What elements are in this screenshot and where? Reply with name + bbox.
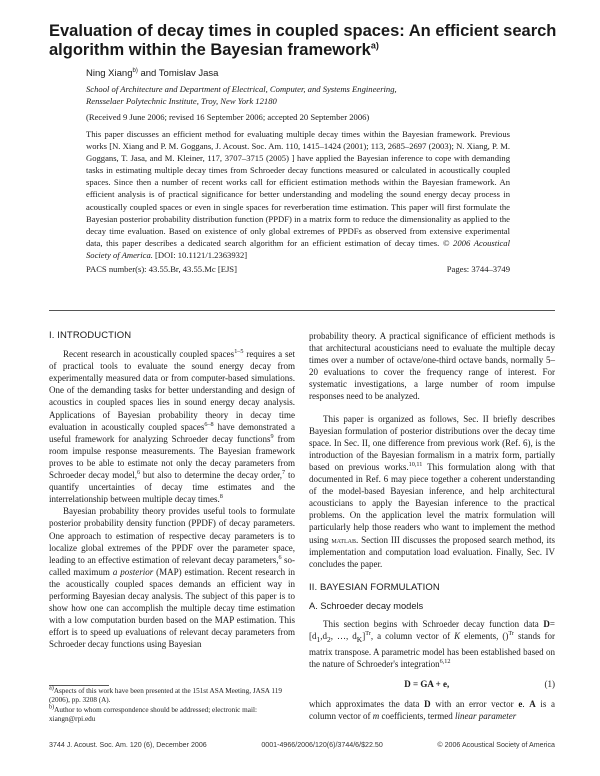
text-span: This section begins with Schroeder decay function data: [323, 618, 544, 629]
text-span: to quantify uncertainties of decay time estimates and the interrelationship between multiple decay times.: [49, 470, 295, 505]
text-span: This paper is organized as follows, Sec. II briefly describes Bayesian formulation of posterior distributions over the decay time space. In Sec. II, one difference from previous work (Ref. 6), is the introduction of the Bayesian formalism in a matrix form, partially based on previous works.: [309, 413, 555, 472]
author-joiner: and: [137, 68, 159, 79]
math-symbol: , …, d: [330, 631, 357, 642]
math-symbol: D: [424, 699, 431, 710]
footnote: [49, 684, 295, 706]
math-symbol: D: [543, 618, 550, 629]
math-symbol: e: [518, 699, 523, 710]
text-span: This formulation along with that documented in Ref. 6 may piece together a coherent understanding of the model-based Bayesian inference, and help architectural acousticians to apply the Bayesian inference to the practical problems. On the application level the matrix formulation will particularly help those readers who want to implement the method using: [309, 461, 555, 545]
text-span: from room impulse response measurements. The Bayesian framework proves to be able to estimate not only the decay parameters from Schroeder decay model,: [49, 433, 295, 481]
section-heading: II. BAYESIAN FORMULATION: [309, 581, 440, 593]
text-span: , a column vector of: [370, 631, 455, 642]
text-span: stands for matrix transpose. A parametric model has been established based on the nature of Schroeder's integration: [309, 631, 556, 670]
math-symbol: K: [454, 631, 461, 642]
footnotes: [49, 684, 295, 725]
affiliation: [86, 83, 506, 107]
affiliation-line: Rensselaer Polytechnic Institute, Troy, New York 12180: [86, 96, 277, 106]
footnote-marker: a): [49, 684, 54, 692]
footnote-text: Author to whom correspondence should be addressed; electronic mail: xiangn@rpi.edu: [49, 705, 257, 724]
citation-ref: 6,12: [439, 658, 451, 666]
text-span: . Section III discusses the proposed search method, its implementation and computation load evaluation. Finally, Sec. IV concludes the paper.: [309, 534, 555, 569]
citation-ref: 6–8: [204, 420, 214, 428]
doi-link[interactable]: [DOI: 10.1121/1.2363932]: [152, 249, 248, 260]
paragraph: [309, 413, 555, 570]
math-symbol: A: [529, 699, 536, 710]
abstract: [86, 128, 510, 261]
equation-number: (1): [544, 679, 555, 690]
math-symbol: ]: [362, 631, 366, 642]
citation-ref: 7: [282, 469, 286, 477]
equation: [309, 678, 555, 690]
pacs-section: [EJS]: [215, 264, 237, 274]
footer-journal: 3744 J. Acoust. Soc. Am. 120 (6), December 2006: [49, 741, 207, 749]
footnote: [49, 703, 295, 725]
math-subscript: 1: [316, 634, 321, 644]
text-span: which approximates the data: [309, 699, 425, 710]
text-span: so-called maximum: [49, 554, 295, 577]
abstract-text: This paper discusses an efficient method for evaluating multiple decay times within the Bayesian framework. Previous works [N. Xiang and P. M. Goggans, J. Acoust. Soc. Am. 110, 1415–1424 (2001); 113, 2685–2697 (2003); N. Xiang, P. M. Goggans, T. Jasa, and M. Kleiner, 117, 3707–3715 (2005) ] have applied the Bayesian inference to cope with demanding tasks in estimating multiple decay times from Schroeder decay functions measured or calculated in acoustically coupled spaces. Since then a number of recent works call for efficient estimation methods within the Bayesian framework. An efficient analysis is of practical significance for better understanding and modeling the sound energy decay process in acoustically coupled spaces or even in single spaces for reverberation time estimation. This paper will first formulate the Bayesian posterior probability distribution function (PPDF) in a matrix form to reduce the dimensionality as applied to the decay time evaluation. Based on existence of only global extremes of PPDFs as observed from extensive experimental data, this paper describes a dedicated search algorithm for an efficient estimation of decay times.: [86, 129, 510, 248]
footnote-text: Aspects of this work have been presented at the 151st ASA Meeting, JASA 119 (2006), pp. 3208 (A).: [49, 687, 282, 705]
citation-ref: 6: [136, 469, 141, 477]
section-heading: I. INTRODUCTION: [49, 330, 132, 341]
equation-body: D = GA + e,: [404, 679, 450, 690]
math-symbol: m: [372, 711, 380, 722]
footnote-divider: [49, 685, 109, 686]
paragraph: [49, 505, 295, 650]
left-column: [49, 330, 295, 650]
pacs-label: PACS number(s):: [86, 264, 149, 274]
text-span: with an error vector: [430, 699, 519, 710]
author-footnote-marker: b): [132, 67, 138, 74]
author-name: Tomislav Jasa: [158, 68, 219, 79]
software-name: matlab: [331, 534, 356, 545]
text-span: Recent research in acoustically coupled spaces: [63, 349, 235, 360]
received-dates: (Received 9 June 2006; revised 16 September 2006; accepted 20 September 2006): [86, 112, 370, 122]
citation-ref: 6: [278, 553, 282, 561]
citation-ref: 10,11: [408, 460, 423, 468]
footer-code: 0001-4966/2006/120(6)/3744/6/$22.50: [261, 741, 383, 749]
footnote-marker: b): [49, 703, 55, 711]
title-text: Evaluation of decay times in coupled spaces: An efficient search algorithm within the Bayesian framework: [49, 22, 557, 59]
math-superscript: Tr: [365, 630, 371, 638]
article-title: [49, 22, 559, 60]
author-name: Ning Xiang: [86, 68, 133, 79]
math-superscript: Tr: [508, 630, 514, 638]
author-line: [86, 68, 218, 79]
math-subscript: 2: [327, 634, 331, 644]
math-subscript: K: [356, 634, 363, 644]
text-span: but also to determine the decay order,: [140, 470, 283, 481]
page-range: Pages: 3744–3749: [446, 264, 510, 274]
text-span: (MAP) estimation. Recent research in the acoustically coupled spaces demands an efficient way in performing Bayesian decay analysis. The subject of this paper is to show how one can accomplish the multiple decay time estimation with a low computation burden based on the MAP estimation. This effort is to speed up evaluations of relevant decay parameters from Schroeder decay functions using Bayesian: [49, 566, 295, 650]
text-span: have demonstrated a useful framework for analyzing Schroeder decay functions: [49, 421, 296, 444]
title-footnote-marker: a): [370, 40, 379, 51]
math-symbol: ,d: [320, 631, 327, 642]
subsection-heading: A. Schroeder decay models: [309, 600, 424, 611]
paragraph: [49, 348, 295, 505]
paragraph: [309, 618, 555, 670]
italic-term: linear parameter: [455, 711, 517, 722]
pacs-numbers: 43.55.Br, 43.55.Mc: [148, 264, 216, 274]
footer-copyright: © 2006 Acoustical Society of America: [437, 741, 555, 749]
citation-ref: 8: [219, 493, 223, 501]
abstract-copyright: © 2006 Acoustical Society of America.: [86, 237, 510, 260]
header-divider: [49, 310, 555, 311]
text-span: coefficients, termed: [379, 711, 456, 722]
affiliation-line: School of Architecture and Department of Electrical, Computer, and Systems Engineering,: [86, 84, 397, 94]
paragraph: [309, 698, 555, 722]
math-symbol: =[d: [309, 618, 555, 642]
right-column: [309, 330, 555, 722]
pacs-row: [86, 264, 510, 274]
paragraph: probability theory. A practical significance of efficient methods is that architectural acousticians need to evaluate the multiple decay times over a number of octave/one-third octave bands, normally 5–20 evaluations to cover the frequency range of interest. For systematic investigations, a large number of room impulse responses need to be analyzed.: [309, 331, 555, 402]
text-span: elements, (): [460, 631, 509, 642]
text-span: Bayesian probability theory provides useful tools to formulate posterior probability density function (PPDF) of decay parameters. One approach to estimation of respective decay parameters is to localize global extremes of the PPDF over the parameter space, leading to an effective estimation of relevant decay parameters,: [49, 506, 295, 565]
text-span: is a column vector of: [309, 699, 556, 722]
italic-term: a posterior: [112, 566, 154, 577]
text-span: .: [522, 699, 530, 710]
citation-ref: 1–5: [234, 348, 244, 356]
page-footer: [49, 741, 555, 749]
text-span: requires a set of practical tools to evaluate the sound energy decay from experimentally measured data or from computer-based simulations. One of the demanding tasks for better understanding and design of acoustics in coupled spaces lies in sound energy decay analysis. Applications of Bayesian probability theory in decay time evaluation in acoustically coupled spaces: [49, 349, 295, 432]
citation-ref: 9: [270, 432, 274, 440]
